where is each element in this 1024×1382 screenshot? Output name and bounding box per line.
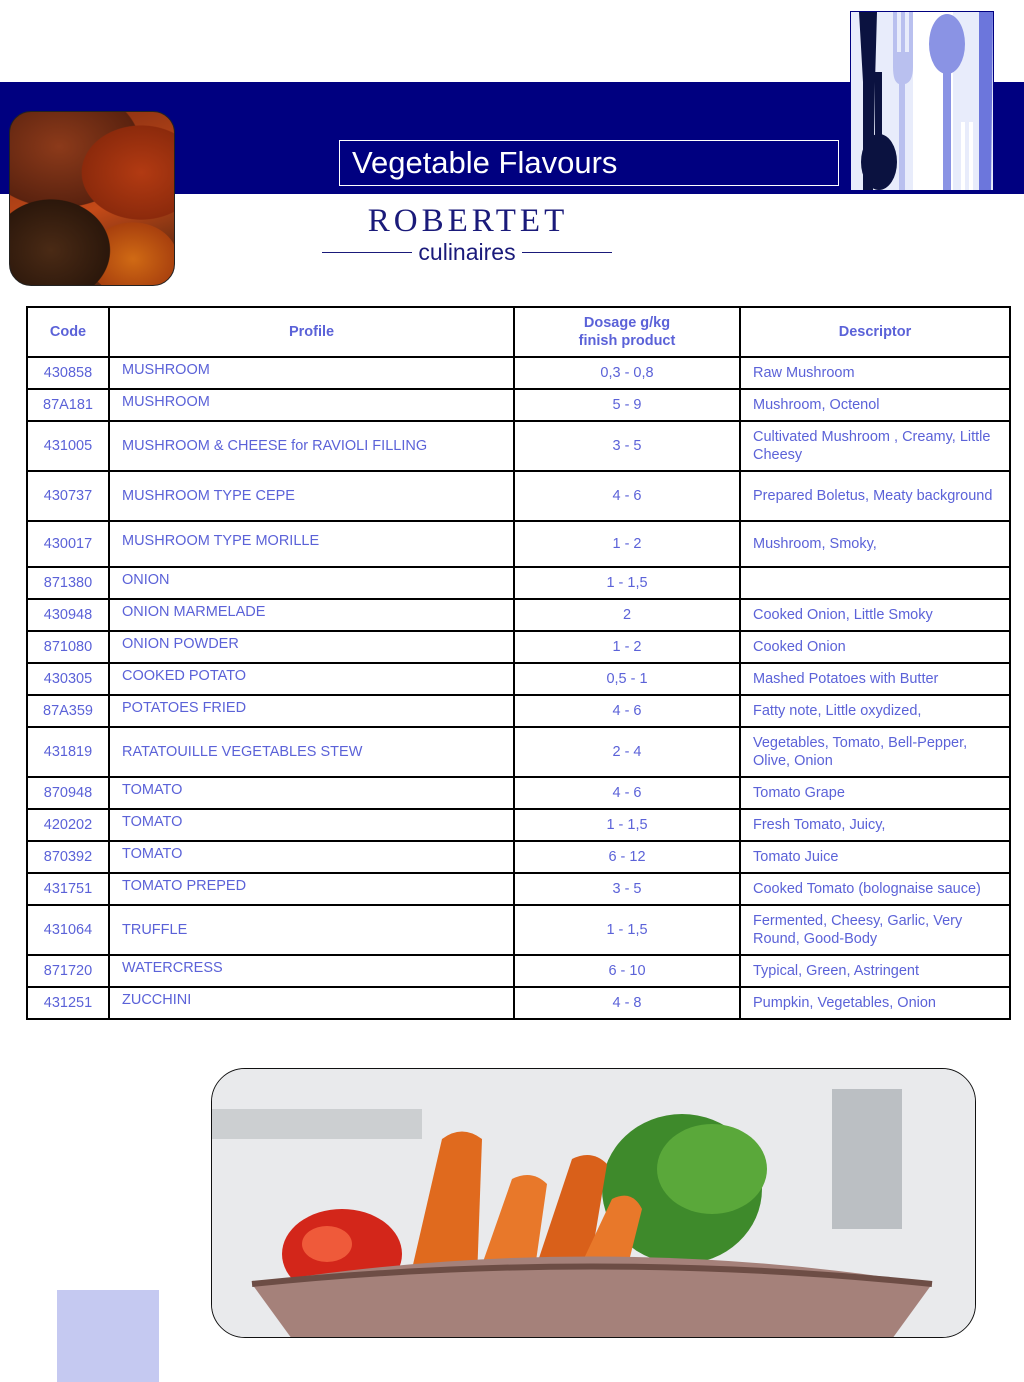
profile-text: TOMATO PREPED [122,878,247,894]
cell-dosage: 1 - 2 [514,631,740,663]
header-code: Code [27,307,109,357]
table-row [27,987,1010,1019]
profile-text: ONION MARMELADE [122,604,266,620]
vegetables-photo [211,1068,976,1338]
cell-descriptor: Mushroom, Octenol [740,389,1010,421]
table-row [27,631,1010,663]
cell-descriptor: Vegetables, Tomato, Bell-Pepper, Olive, Onion [740,727,1010,777]
cell-dosage: 1 - 1,5 [514,809,740,841]
decorative-square [57,1290,159,1382]
cell-profile [109,389,514,421]
cell-dosage: 4 - 6 [514,471,740,521]
cell-dosage: 3 - 5 [514,421,740,471]
table-row [27,955,1010,987]
profile-text: ONION [122,572,170,588]
cell-descriptor: Mashed Potatoes with Butter [740,663,1010,695]
cell-descriptor: Pumpkin, Vegetables, Onion [740,987,1010,1019]
cell-code: 431005 [27,421,109,471]
logo-rule-left [322,252,412,253]
cell-dosage: 1 - 1,5 [514,905,740,955]
cell-descriptor: Fermented, Cheesy, Garlic, Very Round, Good-Body [740,905,1010,955]
cell-descriptor: Raw Mushroom [740,357,1010,389]
table-row [27,727,1010,777]
cell-descriptor: Cooked Tomato (bolognaise sauce) [740,873,1010,905]
cell-dosage: 3 - 5 [514,873,740,905]
table-row [27,873,1010,905]
logo-wordmark: ROBERTET [367,203,569,239]
cell-code: 430858 [27,357,109,389]
cell-descriptor: Fresh Tomato, Juicy, [740,809,1010,841]
table-row [27,567,1010,599]
profile-text: ZUCCHINI [122,992,192,1008]
cell-dosage: 2 [514,599,740,631]
header-dosage-line1: Dosage g/kg [583,315,671,331]
cell-dosage: 6 - 12 [514,841,740,873]
table-row [27,663,1010,695]
table-row [27,809,1010,841]
flavours-table [26,306,1011,1020]
logo-subtitle: culinaires [418,239,516,265]
cell-code: 430737 [27,471,109,521]
cell-descriptor: Fatty note, Little oxydized, [740,695,1010,727]
cell-profile [109,777,514,809]
cell-profile [109,695,514,727]
cell-code: 871080 [27,631,109,663]
cell-code: 430948 [27,599,109,631]
cell-profile [109,567,514,599]
table-row [27,905,1010,955]
cell-profile [109,663,514,695]
cell-dosage: 1 - 1,5 [514,567,740,599]
cell-profile [109,521,514,567]
cell-descriptor: Prepared Boletus, Meaty background [740,471,1010,521]
cell-dosage: 0,5 - 1 [514,663,740,695]
vegetables-colander-illustration [212,1069,976,1338]
cell-profile [109,599,514,631]
cell-code: 870948 [27,777,109,809]
cell-profile: MUSHROOM TYPE CEPE [109,471,514,521]
table-row [27,421,1010,471]
header-dosage [514,307,740,357]
cell-code: 87A359 [27,695,109,727]
profile-text: MUSHROOM [122,394,210,410]
cell-profile [109,873,514,905]
cutlery-icon [851,12,994,191]
table-row [27,471,1010,521]
cell-code: 431751 [27,873,109,905]
spices-photo [9,111,175,286]
profile-text: WATERCRESS [122,960,223,976]
cell-descriptor: Cultivated Mushroom , Creamy, Little Cheesy [740,421,1010,471]
header-dosage-line2: finish product [578,333,676,349]
header-descriptor: Descriptor [740,307,1010,357]
profile-text: MUSHROOM [122,362,210,378]
table-header-row [27,307,1010,357]
cell-dosage: 0,3 - 0,8 [514,357,740,389]
header-profile: Profile [109,307,514,357]
cell-profile [109,631,514,663]
cell-code: 87A181 [27,389,109,421]
cell-code: 431064 [27,905,109,955]
cell-profile [109,987,514,1019]
profile-text: POTATOES FRIED [122,700,247,716]
robertet-logo [322,203,622,267]
profile-text: TOMATO [122,814,183,830]
cell-profile: MUSHROOM & CHEESE for RAVIOLI FILLING [109,421,514,471]
logo-subline [322,239,612,265]
cell-code: 871380 [27,567,109,599]
profile-text: TOMATO [122,846,183,862]
cell-code: 870392 [27,841,109,873]
cell-code: 871720 [27,955,109,987]
table-row [27,599,1010,631]
cell-dosage: 6 - 10 [514,955,740,987]
table-row [27,777,1010,809]
cell-profile [109,955,514,987]
cell-code: 431819 [27,727,109,777]
profile-text: TOMATO [122,782,183,798]
cell-profile: TRUFFLE [109,905,514,955]
cell-dosage: 2 - 4 [514,727,740,777]
table-row [27,521,1010,567]
cell-descriptor: Tomato Grape [740,777,1010,809]
table-row [27,389,1010,421]
cell-code: 420202 [27,809,109,841]
cell-descriptor: Cooked Onion [740,631,1010,663]
cell-dosage: 4 - 6 [514,695,740,727]
page-title: Vegetable Flavours [339,140,839,186]
cell-descriptor: Cooked Onion, Little Smoky [740,599,1010,631]
cell-dosage: 5 - 9 [514,389,740,421]
cell-profile [109,357,514,389]
table-row [27,695,1010,727]
cell-profile: RATATOUILLE VEGETABLES STEW [109,727,514,777]
cell-code: 430017 [27,521,109,567]
cell-profile [109,809,514,841]
cutlery-image [850,11,994,191]
cell-descriptor: Mushroom, Smoky, [740,521,1010,567]
profile-text: ONION POWDER [122,636,239,652]
cell-code: 431251 [27,987,109,1019]
cell-descriptor [740,567,1010,599]
cell-dosage: 4 - 6 [514,777,740,809]
cell-dosage: 4 - 8 [514,987,740,1019]
cell-descriptor: Tomato Juice [740,841,1010,873]
table-row [27,357,1010,389]
cell-code: 430305 [27,663,109,695]
cell-dosage: 1 - 2 [514,521,740,567]
profile-text: MUSHROOM TYPE MORILLE [122,533,320,549]
cell-descriptor: Typical, Green, Astringent [740,955,1010,987]
profile-text: COOKED POTATO [122,668,247,684]
table-row [27,841,1010,873]
logo-rule-right [522,252,612,253]
cell-profile [109,841,514,873]
